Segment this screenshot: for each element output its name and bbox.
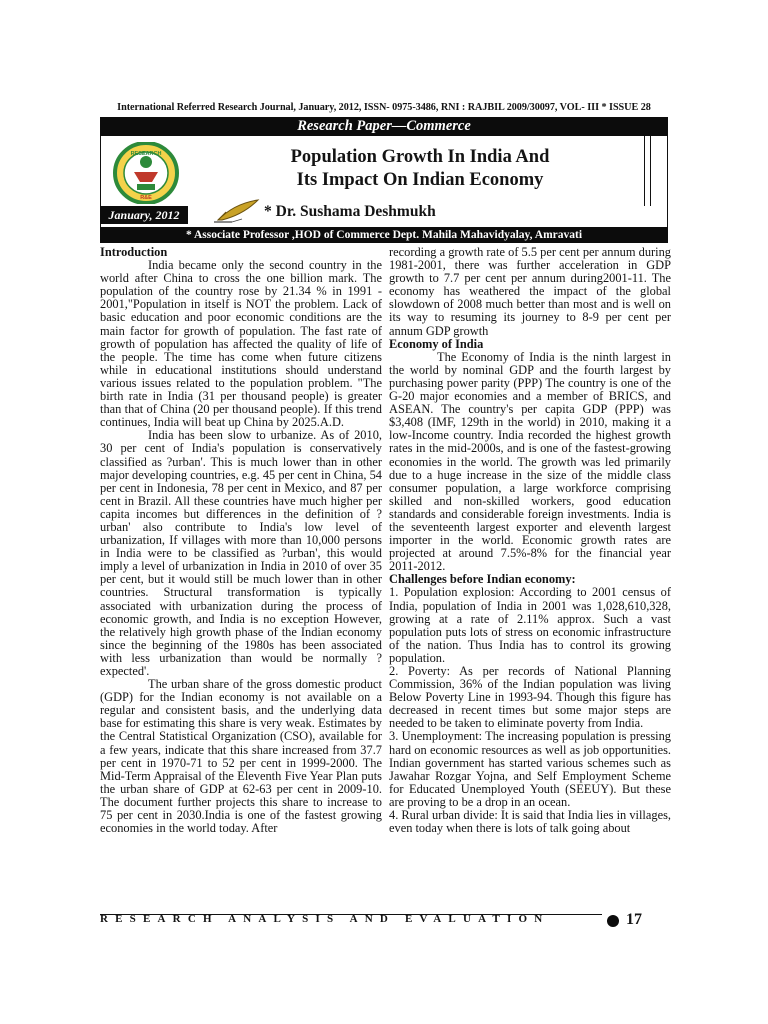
challenge-population-explosion: 1. Population explosion: According to 2001 census of India, population of India in 2001 was 1,028,610,328, growing at a rate of 2.11% approx. Such a vast population puts lots of stress on economic infrastructure of the nation. Thus India has to control its growing population.	[389, 585, 671, 665]
challenges-heading: Challenges before Indian economy:	[389, 572, 576, 587]
author-name: * Dr. Sushama Deshmukh	[264, 203, 436, 220]
title-line-2: Its Impact On Indian Economy	[296, 170, 544, 190]
author-affiliation: * Associate Professor ,HOD of Commerce Dept. Mahila Mahavidyalay, Amravati	[100, 227, 668, 243]
paper-title	[230, 146, 610, 192]
quill-pen-icon	[212, 198, 262, 224]
growth-continuation-paragraph: recording a growth rate of 5.5 per cent per annum during 1981-2001, there was further acceleration in GDP growth to 7.7 per cent per annum during2001-11. The economy has weathered the impact of the global slowdown of 2008 much better than most and is well on its way to resuming its journey to 8-9 per cent per annum GDP growth	[389, 246, 671, 338]
economy-of-india-heading: Economy of India	[389, 336, 484, 351]
date-badge: January, 2012	[100, 206, 188, 224]
challenge-unemployment: 3. Unemployment: The increasing population is pressing hard on economic resources as well as job opportunities. Indian government has started various schemes such as Jawahar Rozgar Yojna, and Self Employment Scheme for Educated Unemployed Youth (SEEUY). But these are proving to be a drop in an ocean.	[389, 729, 671, 809]
challenge-rural-urban-divide: 4. Rural urban divide: It is said that India lies in villages, even today when there is lots of talk going about	[389, 808, 671, 836]
seal-top-text: RESEARCH	[130, 151, 162, 157]
left-column	[100, 246, 382, 914]
economy-paragraph: The Economy of India is the ninth largest in the world by nominal GDP and the fourth largest by purchasing power parity (PPP) The country is one of the G-20 major economies and a member of BRICS, and ASEAN. The country's per capita GDP (PPP) was $3,408 (IMF, 129th in the world) in 2010, making it a low-Income country. India recorded the highest growth rates in the mid-2000s, and is one of the fastest-growing economies in the world. The growth was led primarily due to a huge increase in the size of the middle class consumer population, a large workforce comprising skilled and non-skilled workers, good education standards and considerable foreign investments. India is the seventeenth largest exporter and eleventh largest importer in the world. Economic growth rates are projected at around 7.5%-8% for the financial year 2011-2012.	[389, 349, 671, 574]
footer-journal-name: RESEARCH ANALYSIS AND EVALUATION	[100, 913, 550, 925]
page-number: 17	[626, 911, 642, 928]
journal-citation-header: International Referred Research Journal, January, 2012, ISSN- 0975-3486, RNI : RAJBIL 2009/30097, VOL- III * ISSUE 28	[117, 102, 651, 113]
footer-bullet-icon	[607, 915, 619, 927]
title-line-1: Population Growth In India And	[290, 147, 550, 167]
introduction-paragraph-1: India became only the second country in the world after China to cross the one billion mark. The population of the country rose by 21.34 % in 1991 - 2001,"Population in itself is NOT the problem. Lack of basic education and poor economic conditions are the main factor for growth of population. The fast rate of growth of population has affected the quality of life of the people. The time has come when future citizens while in educational institutions should understand various issues related to the population problem. "The birth rate in India (31 per thousand people) is greater than that of China (20 per thousand people). If this trend continues, India will beat up China by 2025.A.D.	[100, 258, 382, 430]
section-label: Research Paper—Commerce	[100, 117, 668, 136]
frame-line-inner-right	[644, 136, 645, 206]
challenge-poverty: 2. Poverty: As per records of National Planning Commission, 36% of the Indian population was living Below Poverty Line in 1993-94. Though this figure has decreased in recent times but some major steps are needed to be taken to eliminate poverty from India.	[389, 664, 671, 731]
introduction-paragraph-3: The urban share of the gross domestic product (GDP) for the Indian economy is not available on a regular and consistent basis, and the underlying data base for estimating this share is very weak. Estimates by the Central Statistical Organization (CSO), available for a few years, indicate that this share increased from 37.7 per cent in 1970-71 to 52 per cent in 1999-2000. The Mid-Term Appraisal of the Eleventh Five Year Plan puts the urban share of GDP at 62-63 per cent in 2009-10. The document further projects this share to increase to 75 per cent in 2030.India is one of the fastest growing economies in the world today. After	[100, 677, 382, 836]
seal-bottom-text: R&E	[140, 195, 152, 201]
frame-line-right	[667, 136, 668, 227]
journal-seal-logo	[106, 142, 186, 204]
introduction-paragraph-2: India has been slow to urbanize. As of 2010, 30 per cent of India's population is conservatively classified as ?urban'. This is much lower than in other major developing countries, e.g. 45 per cent in China, 54 per cent in Indonesia, 78 per cent in Mexico, and 87 per cent in Brazil. All these countries have much higher per capita incomes but differences in the definition of ?urban' also contribute to India's low level of urbanization, If villages with more than 10,000 persons in India were to be classified as ?urban', this would imply a level of urbanization in India in 2010 of over 35 per cent, but it would still be much lower than in other countries. Structural transformation is typically associated with urbanization during the process of economic growth, and India is no exception However, the relatively high growth phase of the Indian economy since the beginning of the 1980s has been associated with less urbanization than would be normally ?expected'.	[100, 428, 382, 678]
right-column	[389, 246, 671, 914]
frame-line-inner-right-2	[650, 136, 651, 206]
introduction-heading: Introduction	[100, 246, 168, 259]
